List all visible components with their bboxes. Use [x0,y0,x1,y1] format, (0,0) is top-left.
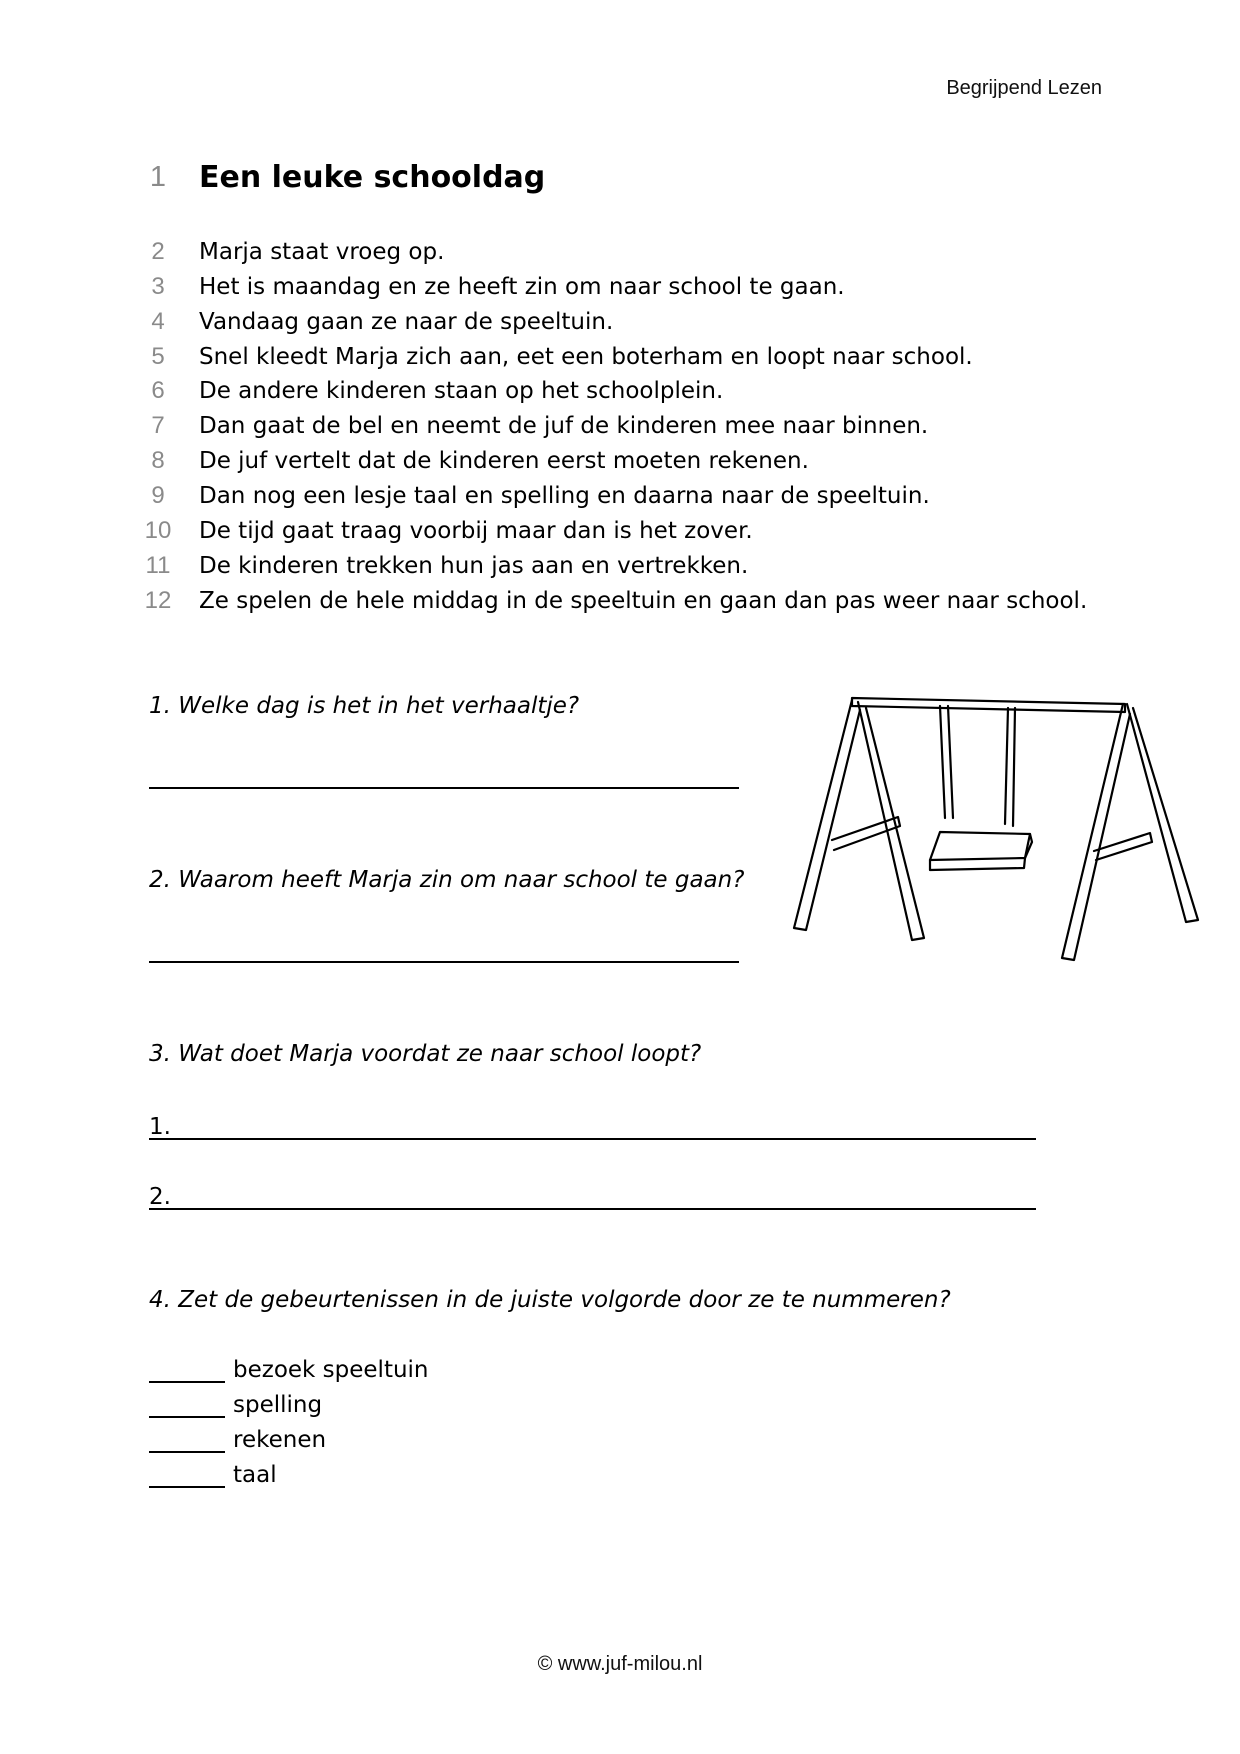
line-number: 1 [149,160,167,193]
order-label: bezoek speeltuin [233,1357,429,1383]
story-line [140,584,1087,618]
story-line [140,409,928,443]
answer-number: 2. [149,1184,171,1210]
order-blank[interactable] [149,1425,225,1453]
line-text: Dan gaat de bel en neemt de juf de kinderen mee naar binnen. [199,413,929,439]
story-title-row [140,160,545,194]
line-text: De tijd gaat traag voorbij maar dan is het zover. [199,518,753,544]
line-text: De kinderen trekken hun jas aan en vertrekken. [199,553,749,579]
story-line [140,549,748,583]
answer-line-1[interactable] [149,787,739,789]
story-line [140,374,723,408]
line-number: 6 [151,377,165,404]
line-text: Vandaag gaan ze naar de speeltuin. [199,309,614,335]
order-item [149,1349,429,1383]
line-number: 12 [144,587,172,614]
question-4: 4. Zet de gebeurtenissen in de juiste volgorde door ze te nummeren? [149,1287,951,1313]
order-item [149,1384,322,1418]
story-line [140,270,845,304]
order-item [149,1419,326,1453]
answer-number: 1. [149,1114,171,1140]
answer-line-3a[interactable] [149,1108,1036,1140]
order-label: taal [233,1462,277,1488]
order-blank[interactable] [149,1460,225,1488]
line-text: Het is maandag en ze heeft zin om naar school te gaan. [199,274,845,300]
question-3: 3. Wat doet Marja voordat ze naar school loopt? [149,1041,702,1067]
story-line [140,444,809,478]
line-number: 11 [145,552,171,579]
answer-line-2[interactable] [149,961,739,963]
line-number: 2 [151,238,165,265]
line-number: 9 [151,482,165,509]
order-label: rekenen [233,1427,327,1453]
story-line [140,305,613,339]
order-label: spelling [233,1392,323,1418]
story-line [140,514,753,548]
footer-copyright: © www.juf-milou.nl [537,1653,703,1675]
swing-icon [790,690,1200,970]
order-blank[interactable] [149,1355,225,1383]
line-text: De andere kinderen staan op het schoolplein. [199,378,724,404]
line-text: Marja staat vroeg op. [199,239,445,265]
line-number: 3 [151,273,165,300]
line-number: 5 [151,343,165,370]
line-text: Dan nog een lesje taal en spelling en daarna naar de speeltuin. [199,483,930,509]
story-line [140,235,444,269]
order-blank[interactable] [149,1390,225,1418]
story-line [140,340,973,374]
line-number: 8 [151,447,165,474]
line-text: De juf vertelt dat de kinderen eerst moeten rekenen. [199,448,809,474]
order-item [149,1454,277,1488]
line-number: 4 [151,308,165,335]
line-text: Snel kleedt Marja zich aan, eet een boterham en loopt naar school. [199,344,973,370]
header-label: Begrijpend Lezen [946,77,1102,99]
line-text: Ze spelen de hele middag in de speeltuin en gaan dan pas weer naar school. [199,588,1088,614]
story-line [140,479,930,513]
question-2: 2. Waarom heeft Marja zin om naar school te gaan? [149,867,745,893]
answer-line-3b[interactable] [149,1178,1036,1210]
story-title: Een leuke schooldag [199,159,546,195]
line-number: 10 [144,517,172,544]
question-1: 1. Welke dag is het in het verhaaltje? [149,693,580,719]
line-number: 7 [151,412,165,439]
